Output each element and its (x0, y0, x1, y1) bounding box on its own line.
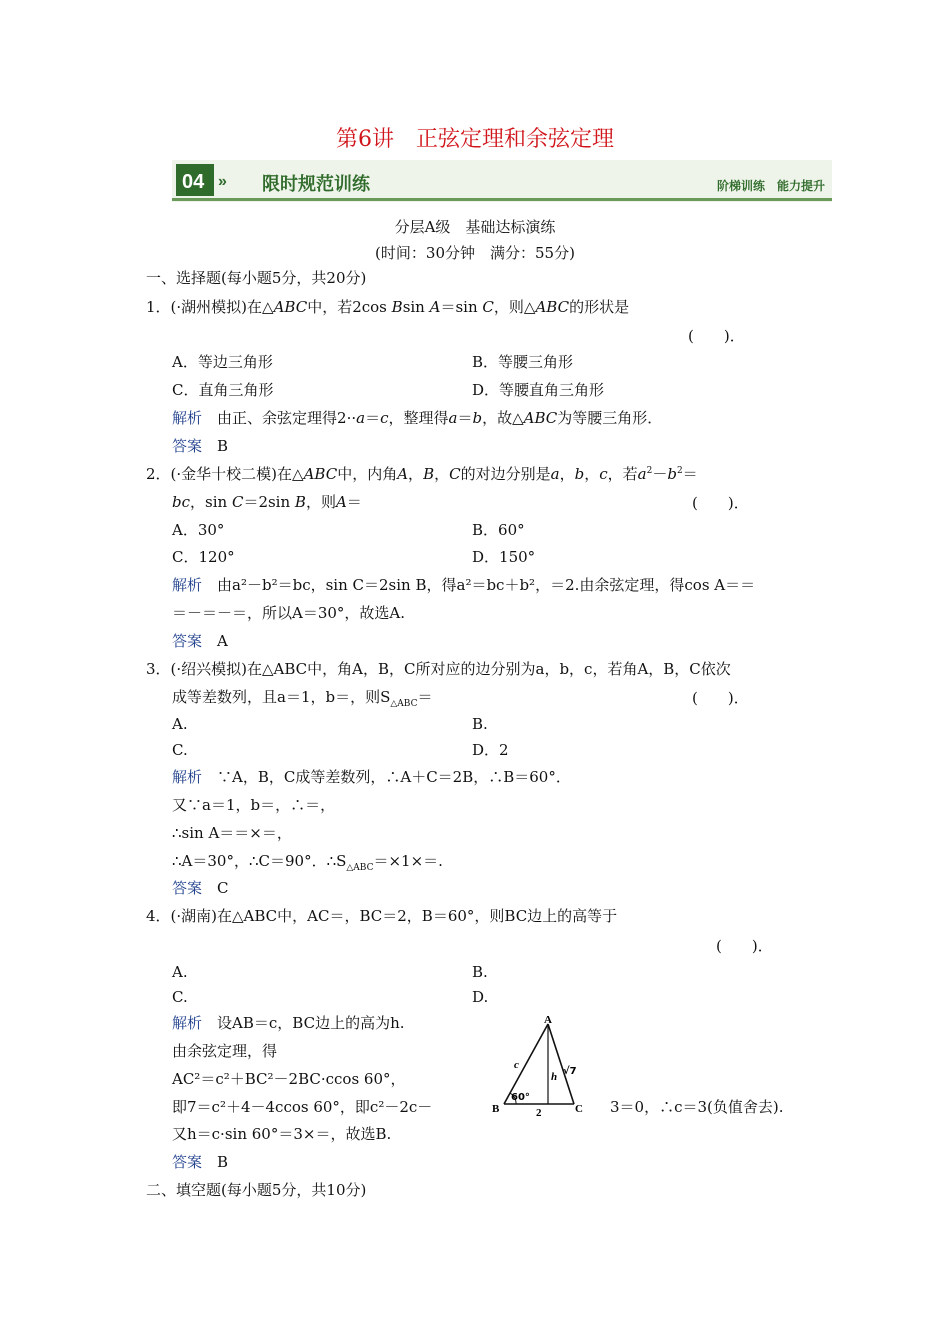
base-2-label: 2 (536, 1107, 542, 1119)
q1-option-c: C．直角三角形 (172, 381, 274, 399)
q4-paren: ( )． (716, 937, 773, 955)
q1-option-a: A．等边三角形 (172, 353, 273, 371)
q3-solution-line4: ∴A＝30°，∴C＝90°．$\therefore S_{\triangle ABC}=\times 1\times=$. (172, 852, 443, 873)
q4-solution-line2: 由余弦定理，得 (172, 1042, 278, 1060)
q3-option-d: D．2 (472, 741, 509, 759)
q2-option-a: A．30° (172, 521, 225, 539)
q3-option-b: B. (472, 715, 488, 733)
q3-option-a: A. (172, 715, 188, 733)
section-banner (172, 160, 832, 202)
q2-stem-line1: 2．(·金华十校二模)在△ABC中，内角A，B，C的对边分别是a，b，c，若$a^2-b^2=$ (146, 465, 698, 483)
q4-stem: 4．(·湖南)在△ABC中，AC＝，BC＝2，B＝60°，则BC边上的高等于 (146, 907, 618, 925)
time-info: (时间：30分钟 满分：55分) (375, 244, 575, 262)
q3-solution-line1: 解析 ∵A，B，C成等差数列，∴A＋C＝2B，∴B＝60°． (172, 768, 571, 786)
q3-answer: 答案 C (172, 879, 229, 897)
height-h-label: h (551, 1071, 558, 1083)
side-ac (548, 1024, 574, 1104)
q4-solution-line1: 解析 设AB＝c，BC边上的高为h. (172, 1014, 405, 1032)
q2-stem-line2: bc，sin C＝2sin B，则A＝ (172, 493, 362, 511)
sqrt7-label: √7 (563, 1066, 577, 1077)
q2-paren: ( )． (692, 494, 749, 512)
q2-option-c: C．120° (172, 548, 235, 566)
q1-jiexi-label: 解析 (172, 409, 203, 427)
side-c-label: c (514, 1059, 519, 1071)
q4-option-a: A. (172, 963, 188, 981)
q3-option-c: C. (172, 741, 188, 759)
q2-solution-line2: ＝－＝－＝，所以A＝30°，故选A. (172, 604, 406, 622)
angle-60-label: 60° (511, 1092, 530, 1103)
section-1-heading: 一、选择题(每小题5分，共20分) (146, 269, 367, 287)
page-title: 第6讲 正弦定理和余弦定理 (336, 127, 614, 152)
q1-option-b: B．等腰三角形 (472, 353, 574, 371)
q3-stem-line2: 成等差数列，且a＝1，b＝，则$S_{\triangle ABC}=$ (172, 688, 433, 709)
q4-option-c: C. (172, 988, 188, 1006)
banner-right: 阶梯训练 能力提升 (717, 179, 826, 193)
banner-arrows: » (218, 173, 227, 190)
vertex-a-label: A (544, 1014, 552, 1026)
q1-answer: 答案 B (172, 437, 229, 455)
q2-option-b: B．60° (472, 521, 525, 539)
q4-solution-line3: AC²＝c²＋BC²－2BC·ccos 60°， (172, 1070, 406, 1088)
vertex-c-label: C (575, 1103, 583, 1115)
q4-answer: 答案 B (172, 1153, 229, 1171)
q3-paren: ( )． (692, 689, 749, 707)
section-2-heading: 二、填空题(每小题5分，共10分) (146, 1181, 367, 1199)
q2-solution-line1: 解析 由a²－b²＝bc，sin C＝2sin B，得a²＝bc＋b²，＝2.由余弦定理，得cos A＝＝ (172, 576, 756, 594)
q4-option-d: D. (472, 988, 489, 1006)
q3-solution-line2: 又∵a＝1，b＝，∴＝， (172, 796, 336, 814)
q4-solution-line5: 又h＝c·sin 60°＝3×＝，故选B. (172, 1125, 392, 1143)
q4-option-b: B. (472, 963, 488, 981)
q1-stem: 1．(·湖州模拟)在△ABC中，若2cos Bsin A＝sin C，则△ABC的形状是 (146, 298, 630, 316)
banner-heading: 限时规范训练 (262, 174, 370, 195)
triangle-figure (488, 1012, 598, 1122)
q3-stem-line1: 3．(·绍兴模拟)在△ABC中，角A，B，C所对应的边分别为a，b，c，若角A，B，C依次 (146, 660, 731, 678)
banner-number: 04 (182, 171, 205, 193)
vertex-b-label: B (492, 1103, 500, 1115)
q4-solution-line4-cont: 3＝0，∴c＝3(负值舍去). (610, 1098, 784, 1116)
q4-solution-line4: 即7＝c²＋4－4ccos 60°，即c²－2c－ (172, 1098, 433, 1116)
q1-option-d: D．等腰直角三角形 (472, 381, 605, 399)
q1-paren: ( )． (688, 327, 745, 345)
q1-solution: 解析 由正、余弦定理得2··a＝c，整理得a＝b，故△ABC为等腰三角形． (172, 409, 663, 427)
q2-option-d: D．150° (472, 548, 536, 566)
q3-solution-line3: ∴sin A＝＝×＝， (172, 824, 292, 842)
q2-answer: 答案 A (172, 632, 228, 650)
level-heading: 分层A级 基础达标演练 (394, 218, 556, 236)
